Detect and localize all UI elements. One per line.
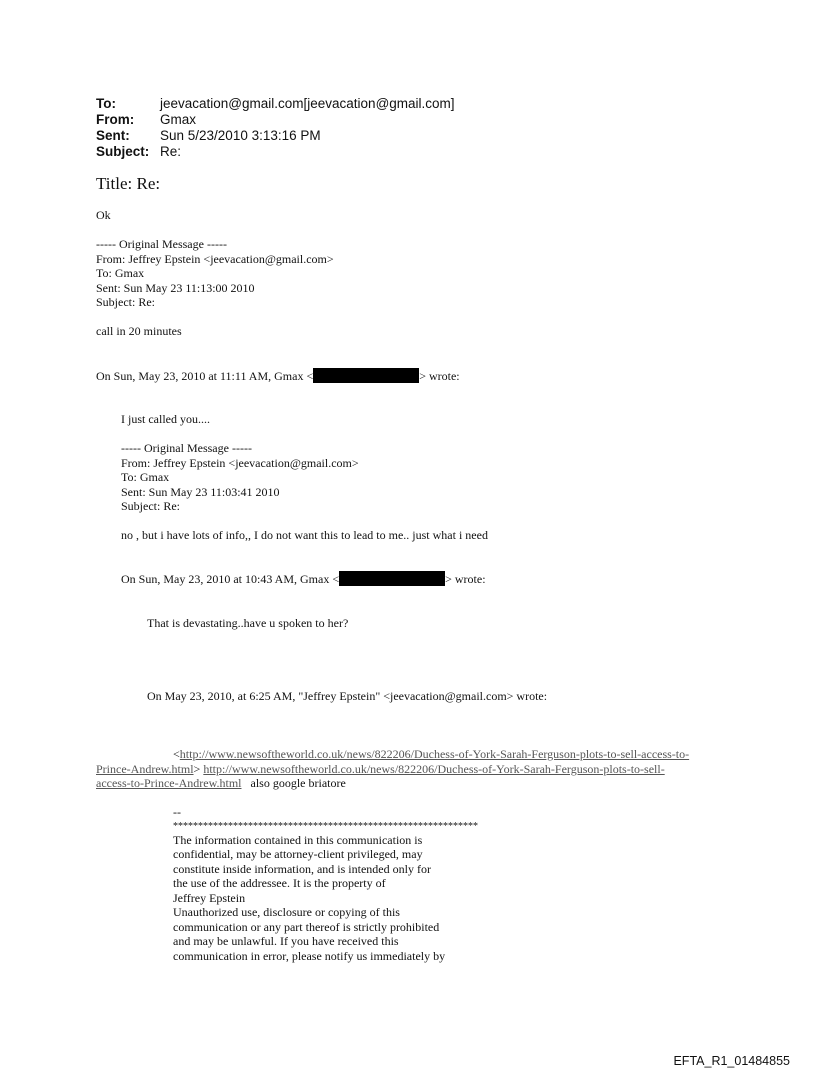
article-link-2[interactable]: http://www.newsoftheworld.co.uk/news/822206/Duchess-of-York-Sarah-Ferguson-plots-to-sell- bbox=[203, 761, 665, 776]
quote-header-suffix: > wrote: bbox=[445, 572, 486, 586]
disclaimer-line: the use of the addressee. It is the property of bbox=[173, 876, 386, 890]
original-message-heading: ----- Original Message ----- bbox=[96, 237, 227, 251]
disclaimer-line: and may be unlawful. If you have received this bbox=[173, 934, 399, 948]
article-link-1-continued[interactable]: Prince-Andrew.html bbox=[96, 761, 194, 776]
signature-block bbox=[173, 805, 478, 963]
original-to: To: Gmax bbox=[96, 266, 145, 280]
disclaimer-line: Jeffrey Epstein bbox=[173, 890, 246, 905]
quote-1-header bbox=[96, 368, 460, 384]
disclaimer-line: constitute inside information, and is intended only for bbox=[173, 861, 431, 876]
quote-header-suffix: > wrote: bbox=[419, 369, 460, 383]
quote-2-header bbox=[121, 571, 486, 587]
subject-label: Subject: bbox=[96, 144, 150, 159]
sent-value: Sun 5/23/2010 3:13:16 PM bbox=[160, 128, 321, 143]
reply-body: Ok bbox=[96, 208, 111, 222]
signature-stars: ************************************************************* bbox=[173, 820, 478, 832]
redaction-box bbox=[339, 571, 445, 586]
links-block bbox=[96, 747, 689, 791]
to-value: jeevacation@gmail.com[jeevacation@gmail.com] bbox=[160, 96, 455, 111]
original-2-body: no , but i have lots of info,, I do not want this to lead to me.. just what i need bbox=[121, 528, 488, 542]
original-message-2 bbox=[121, 441, 359, 514]
sent-label: Sent: bbox=[96, 128, 130, 143]
original-subject: Subject: Re: bbox=[96, 295, 155, 309]
original-to: To: Gmax bbox=[121, 470, 170, 484]
article-link-2-continued[interactable]: access-to-Prince-Andrew.html bbox=[96, 776, 242, 790]
original-sent: Sent: Sun May 23 11:03:41 2010 bbox=[121, 484, 280, 499]
quote-2-body: That is devastating..have u spoken to her? bbox=[147, 616, 349, 630]
signature-dashes: -- bbox=[173, 805, 181, 819]
disclaimer-line: Unauthorized use, disclosure or copying of this bbox=[173, 905, 400, 919]
original-from: From: Jeffrey Epstein <jeevacation@gmail.com> bbox=[96, 251, 334, 266]
trailing-note: also google briatore bbox=[250, 776, 346, 790]
original-message-1 bbox=[96, 237, 334, 310]
to-label: To: bbox=[96, 96, 116, 111]
original-1-body: call in 20 minutes bbox=[96, 324, 182, 338]
from-value: Gmax bbox=[160, 112, 197, 127]
original-from: From: Jeffrey Epstein <jeevacation@gmail.com> bbox=[121, 455, 359, 470]
article-link-1[interactable]: http://www.newsoftheworld.co.uk/news/822206/Duchess-of-York-Sarah-Ferguson-plots-to-sell-access-to- bbox=[179, 747, 690, 761]
redaction-box bbox=[313, 368, 419, 383]
subject-value: Re: bbox=[160, 144, 182, 159]
close-bracket: > bbox=[193, 761, 201, 776]
quote-header-prefix: On Sun, May 23, 2010 at 11:11 AM, Gmax < bbox=[96, 369, 314, 383]
quote-1-body: I just called you.... bbox=[121, 412, 210, 426]
original-message-heading: ----- Original Message ----- bbox=[121, 441, 252, 455]
disclaimer-line: communication or any part thereof is strictly prohibited bbox=[173, 919, 440, 934]
document-id: EFTA_R1_01484855 bbox=[673, 1054, 790, 1068]
disclaimer-line: The information contained in this communication is bbox=[173, 832, 423, 847]
open-bracket: < bbox=[173, 747, 180, 761]
message-title: Title: Re: bbox=[96, 174, 161, 193]
disclaimer-line: confidential, may be attorney-client privileged, may bbox=[173, 847, 423, 861]
original-sent: Sent: Sun May 23 11:13:00 2010 bbox=[96, 280, 255, 295]
from-label: From: bbox=[96, 112, 135, 127]
disclaimer-line: communication in error, please notify us immediately by bbox=[173, 948, 446, 963]
quote-3-header: On May 23, 2010, at 6:25 AM, "Jeffrey Epstein" <jeevacation@gmail.com> wrote: bbox=[147, 689, 548, 703]
original-subject: Subject: Re: bbox=[121, 499, 180, 513]
quote-header-prefix: On Sun, May 23, 2010 at 10:43 AM, Gmax < bbox=[121, 572, 340, 586]
